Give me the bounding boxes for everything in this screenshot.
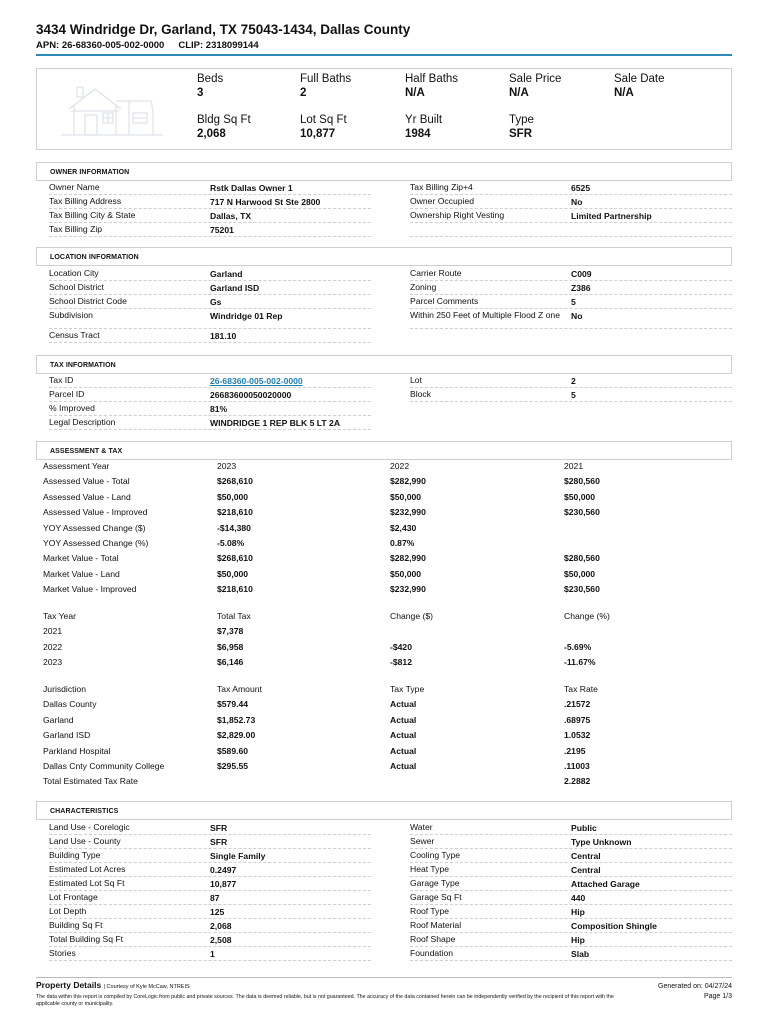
owner-row xyxy=(410,195,732,209)
assessment-row-label: Market Value - Improved xyxy=(43,584,137,595)
location-field-value: Windridge 01 Rep xyxy=(210,311,283,321)
assessment-cell: $295.55 xyxy=(217,761,249,771)
characteristics-field-value: 0.2497 xyxy=(210,865,237,875)
assessment-cell: Tax Rate xyxy=(564,684,598,694)
characteristics-row xyxy=(410,919,732,933)
assessment-cell: Actual xyxy=(390,730,417,741)
location-field-label: Parcel Comments xyxy=(410,296,479,306)
characteristics-field-label: Water xyxy=(410,822,433,832)
tax-field-label: Tax ID xyxy=(49,375,74,385)
characteristics-row xyxy=(49,877,371,891)
full-baths-stat: Full Baths 2 xyxy=(300,73,352,99)
assessment-row xyxy=(43,507,733,522)
lot-sqft-stat: Lot Sq Ft 10,877 xyxy=(300,114,347,140)
owner-row xyxy=(410,223,732,237)
characteristics-row xyxy=(410,905,732,919)
assessment-row-label: YOY Assessed Change (%) xyxy=(43,538,149,548)
tax-field-label: Legal Description xyxy=(49,417,116,427)
assessment-row-label: Garland xyxy=(43,714,74,725)
tax-row xyxy=(49,416,371,430)
assessment-cell: Actual xyxy=(390,761,417,771)
characteristics-row xyxy=(410,863,732,877)
characteristics-row xyxy=(49,905,371,919)
characteristics-field-label: Total Building Sq Ft xyxy=(49,934,124,944)
tax-field-label: Block xyxy=(410,389,432,399)
characteristics-row xyxy=(410,877,732,891)
location-field-label: Subdivision xyxy=(49,310,93,320)
location-field-value: Gs xyxy=(210,297,222,307)
characteristics-field-value: Type Unknown xyxy=(571,837,632,847)
characteristics-field-label: Garage Sq Ft xyxy=(410,892,462,902)
characteristics-row xyxy=(49,919,371,933)
assessment-cell: -$14,380 xyxy=(217,522,251,533)
assessment-cell: $50,000 xyxy=(390,491,422,502)
location-field-label: Zoning xyxy=(410,282,437,292)
assessment-cell: Change (%) xyxy=(564,611,610,621)
house-placeholder-icon xyxy=(47,75,177,141)
assessment-row-label: Parkland Hospital xyxy=(43,745,111,756)
location-section xyxy=(36,247,732,266)
owner-row xyxy=(49,223,371,237)
characteristics-row xyxy=(49,849,371,863)
location-field-value: 5 xyxy=(571,297,576,307)
owner-field-label: Tax Billing Zip xyxy=(49,224,103,234)
location-row xyxy=(410,295,732,309)
characteristics-field-label: Lot Depth xyxy=(49,906,87,916)
characteristics-field-label: Cooling Type xyxy=(410,850,461,860)
assessment-cell: $280,560 xyxy=(564,553,600,564)
assessment-row-label: Dallas County xyxy=(43,699,97,710)
characteristics-field-label: Heat Type xyxy=(410,864,450,874)
location-field-value: 181.10 xyxy=(210,331,237,341)
sale-date-stat: Sale Date N/A xyxy=(614,73,665,99)
assessment-row-label: Assessed Value - Total xyxy=(43,476,130,487)
assessment-row-label: 2021 xyxy=(43,626,63,637)
characteristics-row xyxy=(410,933,732,947)
location-row xyxy=(49,295,371,309)
characteristics-field-value: Attached Garage xyxy=(571,879,640,889)
owner-field-label: Owner Name xyxy=(49,182,100,192)
footer-title: Property Details xyxy=(36,980,102,990)
tax-row xyxy=(410,374,732,388)
assessment-row xyxy=(43,715,733,730)
characteristics-field-label: Stories xyxy=(49,948,76,958)
assessment-cell: -$420 xyxy=(390,641,412,652)
owner-row xyxy=(410,209,732,223)
characteristics-row xyxy=(49,933,371,947)
assessment-cell: $6,146 xyxy=(217,657,244,668)
owner-row xyxy=(49,209,371,223)
characteristics-row xyxy=(410,835,732,849)
assessment-cell: -$812 xyxy=(390,657,412,668)
owner-row xyxy=(49,181,371,195)
generated-date: Generated on: 04/27/24 xyxy=(658,983,732,990)
apn-label: APN: 26-68360-005-002-0000 xyxy=(36,40,165,51)
characteristics-row xyxy=(410,821,732,835)
assessment-cell: $282,990 xyxy=(390,553,426,564)
owner-section-title: OWNER INFORMATION xyxy=(36,162,732,181)
tax-field-value: 5 xyxy=(571,390,576,400)
assessment-cell: .11003 xyxy=(564,761,590,771)
tax-field-label: % Improved xyxy=(49,403,95,413)
assessment-row-label: Garland ISD xyxy=(43,730,91,741)
assessment-cell: 2023 xyxy=(217,461,237,471)
location-field-label: Census Tract xyxy=(49,330,100,340)
assessment-row-label: Market Value - Total xyxy=(43,553,119,564)
assessment-cell: $230,560 xyxy=(564,584,600,595)
tax-section xyxy=(36,355,732,374)
owner-section xyxy=(36,162,732,181)
characteristics-field-value: 87 xyxy=(210,893,220,903)
location-row xyxy=(410,309,732,329)
assessment-row-label: YOY Assessed Change ($) xyxy=(43,522,146,533)
assessment-cell: $579.44 xyxy=(217,699,249,710)
characteristics-field-label: Roof Shape xyxy=(410,934,456,944)
assessment-row-label: Tax Year xyxy=(43,611,76,621)
location-row xyxy=(49,267,371,281)
owner-field-value: No xyxy=(571,197,583,207)
assessment-cell: $589.60 xyxy=(217,745,249,756)
assessment-row xyxy=(43,642,733,657)
assessment-row-label: Total Estimated Tax Rate xyxy=(43,776,138,787)
tax-section-title: TAX INFORMATION xyxy=(36,355,732,374)
assessment-cell: Actual xyxy=(390,714,417,725)
characteristics-field-value: 2,068 xyxy=(210,921,232,931)
footer-divider xyxy=(36,977,732,978)
owner-row xyxy=(49,195,371,209)
assessment-cell: $2,430 xyxy=(390,522,417,533)
location-row xyxy=(49,309,371,329)
tax-row xyxy=(49,402,371,416)
bldg-sqft-stat: Bldg Sq Ft 2,068 xyxy=(197,114,251,140)
tax-field-value: 2 xyxy=(571,376,576,386)
assessment-row xyxy=(43,584,733,599)
tax-row xyxy=(49,374,371,388)
assessment-cell: Tax Amount xyxy=(217,684,262,694)
owner-field-value: Dallas, TX xyxy=(210,211,252,221)
assessment-cell: $280,560 xyxy=(564,476,600,487)
summary-box xyxy=(36,68,732,150)
property-ids xyxy=(36,40,732,51)
footer-courtesy: | Courtesy of Kyle McCaw, NTREIS xyxy=(103,984,190,990)
assessment-cell: $50,000 xyxy=(390,568,422,579)
characteristics-field-value: 2,508 xyxy=(210,935,232,945)
assessment-cell: 1.0532 xyxy=(564,730,591,741)
type-stat: Type SFR xyxy=(509,114,534,140)
characteristics-field-value: SFR xyxy=(210,837,228,847)
assessment-cell: $218,610 xyxy=(217,507,253,518)
characteristics-field-label: Building Sq Ft xyxy=(49,920,103,930)
owner-field-value: 717 N Harwood St Ste 2800 xyxy=(210,197,321,207)
characteristics-field-label: Garage Type xyxy=(410,878,460,888)
owner-field-value: Rstk Dallas Owner 1 xyxy=(210,183,293,193)
tax-row xyxy=(49,388,371,402)
characteristics-field-value: Hip xyxy=(571,935,585,945)
assessment-section-title: ASSESSMENT & TAX xyxy=(36,441,732,460)
characteristics-field-value: 440 xyxy=(571,893,586,903)
characteristics-field-label: Building Type xyxy=(49,850,101,860)
assessment-row xyxy=(43,776,733,791)
tax-field-label: Lot xyxy=(410,375,422,385)
tax-field-value: WINDRIDGE 1 REP BLK 5 LT 2A xyxy=(210,418,341,428)
assessment-cell: -5.08% xyxy=(217,538,245,548)
location-row xyxy=(410,267,732,281)
yr-built-stat: Yr Built 1984 xyxy=(405,114,443,140)
characteristics-row xyxy=(49,863,371,877)
characteristics-field-value: Single Family xyxy=(210,851,266,861)
assessment-cell: $232,990 xyxy=(390,507,426,518)
characteristics-field-label: Roof Type xyxy=(410,906,450,916)
location-field-value: Z386 xyxy=(571,283,591,293)
owner-field-label: Tax Billing City & State xyxy=(49,210,136,220)
characteristics-field-value: 1 xyxy=(210,949,215,959)
characteristics-row xyxy=(49,891,371,905)
assessment-row-label: Market Value - Land xyxy=(43,568,120,579)
location-field-value: C009 xyxy=(571,269,592,279)
characteristics-row xyxy=(410,849,732,863)
assessment-cell: 2.2882 xyxy=(564,776,591,787)
assessment-cell: .68975 xyxy=(564,714,591,725)
assessment-row xyxy=(43,699,733,714)
location-section-title: LOCATION INFORMATION xyxy=(36,247,732,266)
assessment-row xyxy=(43,476,733,491)
assessment-header-row xyxy=(43,611,733,626)
assessment-row xyxy=(43,730,733,745)
owner-field-label: Tax Billing Zip+4 xyxy=(410,182,473,192)
assessment-cell: Actual xyxy=(390,699,417,710)
assessment-row xyxy=(43,553,733,568)
characteristics-field-label: Estimated Lot Acres xyxy=(49,864,126,874)
location-field-label: Carrier Route xyxy=(410,268,462,278)
characteristics-section-title: CHARACTERISTICS xyxy=(36,801,732,820)
assessment-row xyxy=(43,657,733,672)
tax-field-value: 26683600050020000 xyxy=(210,390,292,400)
assessment-row xyxy=(43,761,733,776)
characteristics-field-label: Sewer xyxy=(410,836,435,846)
beds-stat: Beds 3 xyxy=(197,73,224,99)
assessment-cell: 2021 xyxy=(564,461,584,471)
characteristics-section xyxy=(36,801,732,820)
assessment-header-row xyxy=(43,684,733,699)
assessment-cell: .21572 xyxy=(564,699,591,710)
assessment-row-label: Jurisdiction xyxy=(43,684,86,694)
assessment-cell: Total Tax xyxy=(217,611,251,621)
location-field-label: Within 250 Feet of Multiple Flood Z one xyxy=(410,310,560,320)
assessment-row xyxy=(43,746,733,761)
location-field-value: No xyxy=(571,311,583,321)
assessment-header-row xyxy=(43,461,733,476)
characteristics-row xyxy=(410,891,732,905)
location-row xyxy=(49,329,371,343)
characteristics-field-value: SFR xyxy=(210,823,228,833)
owner-row xyxy=(410,181,732,195)
assessment-cell: $232,990 xyxy=(390,584,426,595)
assessment-row-label: 2023 xyxy=(43,657,63,668)
assessment-cell: 0.87% xyxy=(390,538,415,548)
owner-field-value: 6525 xyxy=(571,183,591,193)
tax-row xyxy=(410,388,732,402)
location-field-label: School District Code xyxy=(49,296,127,306)
assessment-cell: $268,610 xyxy=(217,476,253,487)
assessment-cell: $6,958 xyxy=(217,641,244,652)
characteristics-field-value: Central xyxy=(571,865,601,875)
header-divider xyxy=(36,54,732,56)
assessment-row xyxy=(43,538,733,553)
characteristics-field-label: Foundation xyxy=(410,948,454,958)
characteristics-field-value: Hip xyxy=(571,907,585,917)
assessment-cell: $7,378 xyxy=(217,626,244,637)
assessment-row xyxy=(43,492,733,507)
location-field-value: Garland xyxy=(210,269,243,279)
characteristics-field-value: Slab xyxy=(571,949,590,959)
property-address: 3434 Windridge Dr, Garland, TX 75043-1434, Dallas County xyxy=(36,22,411,37)
owner-field-label: Owner Occupied xyxy=(410,196,475,206)
assessment-cell: Tax Type xyxy=(390,684,425,694)
characteristics-field-value: 10,877 xyxy=(210,879,237,889)
location-row xyxy=(410,281,732,295)
assessment-cell: $1,852.73 xyxy=(217,714,256,725)
report-header xyxy=(36,22,732,51)
assessment-cell: $50,000 xyxy=(217,568,249,579)
assessment-cell: $230,560 xyxy=(564,507,600,518)
page-number: Page 1/3 xyxy=(703,993,732,1000)
assessment-cell: $50,000 xyxy=(564,568,596,579)
characteristics-field-value: Central xyxy=(571,851,601,861)
assessment-row-label: Assessed Value - Land xyxy=(43,491,131,502)
location-field-value: Garland ISD xyxy=(210,283,260,293)
assessment-cell: -11.67% xyxy=(564,657,596,668)
characteristics-field-label: Land Use - Corelogic xyxy=(49,822,130,832)
characteristics-field-label: Land Use - County xyxy=(49,836,121,846)
characteristics-row xyxy=(49,947,371,961)
characteristics-field-value: Public xyxy=(571,823,597,833)
assessment-cell: .2195 xyxy=(564,745,586,756)
tax-field-value: 81% xyxy=(210,404,228,414)
assessment-row xyxy=(43,523,733,538)
assessment-row xyxy=(43,569,733,584)
assessment-cell: $2,829.00 xyxy=(217,730,256,741)
characteristics-field-value: Composition Shingle xyxy=(571,921,657,931)
clip-label: CLIP: 2318099144 xyxy=(178,40,259,51)
characteristics-field-label: Lot Frontage xyxy=(49,892,98,902)
tax-field-value[interactable]: 26-68360-005-002-0000 xyxy=(210,376,303,386)
report-footer xyxy=(36,980,732,1008)
sale-price-stat: Sale Price N/A xyxy=(509,73,562,99)
assessment-row-label: 2022 xyxy=(43,641,63,652)
assessment-cell: Change ($) xyxy=(390,611,433,621)
footer-disclaimer: The data within this report is compiled by CoreLogic from public and private sources. The data is deemed reliable, but is not guaranteed. The accuracy of the data contained herein can be independently verified by the recipient of this report with the applicable county or municipality. xyxy=(36,994,614,1007)
owner-field-value: 75201 xyxy=(210,225,234,235)
characteristics-row xyxy=(49,835,371,849)
characteristics-field-label: Estimated Lot Sq Ft xyxy=(49,878,125,888)
assessment-cell: $218,610 xyxy=(217,584,253,595)
location-row xyxy=(49,281,371,295)
assessment-cell: -5.69% xyxy=(564,641,592,652)
assessment-cell: Actual xyxy=(390,745,417,756)
owner-field-label: Ownership Right Vesting xyxy=(410,210,505,220)
assessment-cell: $50,000 xyxy=(217,491,249,502)
owner-field-value: Limited Partnership xyxy=(571,211,652,221)
assessment-cell: $282,990 xyxy=(390,476,426,487)
location-field-label: Location City xyxy=(49,268,99,278)
owner-field-label: Tax Billing Address xyxy=(49,196,122,206)
assessment-cell: $50,000 xyxy=(564,491,596,502)
tax-field-label: Parcel ID xyxy=(49,389,85,399)
assessment-row xyxy=(43,626,733,641)
assessment-cell: $268,610 xyxy=(217,553,253,564)
characteristics-field-value: 125 xyxy=(210,907,225,917)
characteristics-field-label: Roof Material xyxy=(410,920,462,930)
assessment-row-label: Assessment Year xyxy=(43,461,110,471)
assessment-section xyxy=(36,441,732,460)
characteristics-row xyxy=(410,947,732,961)
assessment-row-label: Assessed Value - Improved xyxy=(43,507,148,518)
half-baths-stat: Half Baths N/A xyxy=(405,73,459,99)
characteristics-row xyxy=(49,821,371,835)
assessment-cell: 2022 xyxy=(390,461,410,471)
location-field-label: School District xyxy=(49,282,104,292)
assessment-row-label: Dallas Cnty Community College xyxy=(43,761,165,771)
